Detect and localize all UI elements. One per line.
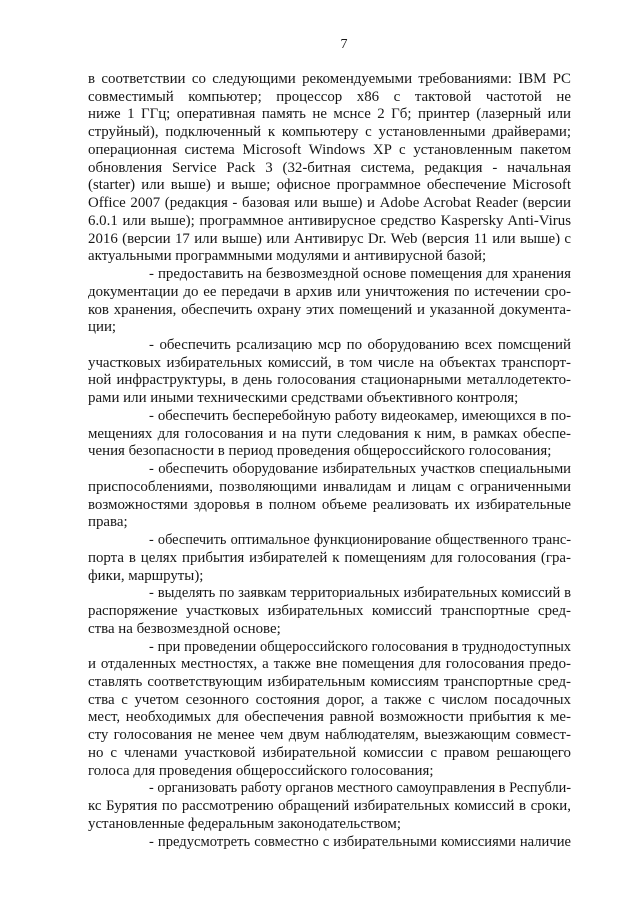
text-line: 6.0.1 или выше); программное антивирусное средство Kaspersky Anti-Virus — [88, 212, 571, 229]
paragraph — [88, 266, 571, 337]
paragraph — [88, 71, 571, 266]
paragraph — [88, 532, 571, 585]
text-line: ции; — [88, 319, 117, 336]
paragraph — [88, 834, 571, 852]
text-line: 2016 (версии 17 или выше) или Антивирус Dr. Web (версия 11 или выше) с — [88, 230, 571, 247]
paragraph — [88, 461, 571, 532]
text-line: ной инфраструктуры, в день голосования стационарными металлодетекто- — [88, 372, 571, 389]
text-line: ков хранения, обеспечить охрану этих помещений и указанной документа- — [88, 301, 571, 318]
text-line: в соответствии со следующими рекомендуемыми требованиями: IBM PC — [88, 71, 571, 87]
text-line: (starter) или выше) и выше; офисное программное обеспечение Microsoft — [88, 177, 571, 194]
text-line: Office 2007 (редакция - базовая или выше) и Adobe Acrobat Reader (версии — [88, 195, 571, 212]
text-line: порта в целях прибытия избирателей к помещениям для голосования (гра- — [88, 549, 571, 566]
paragraph — [88, 780, 571, 833]
paragraph — [88, 585, 571, 638]
text-line: - предусмотреть совместно с избирательными комиссиями наличие — [149, 833, 571, 850]
text-line: мещениях для голосования и на пути следования к ним, в рамках обеспе- — [88, 425, 571, 442]
text-line: - выделять по заявкам территориальных избирательных комиссий в — [149, 585, 571, 602]
text-line: и отдаленных местностях, а также вне помещения для голосования предо- — [88, 656, 571, 673]
paragraph — [88, 639, 571, 781]
text-line: - обеспечить рсализацию мср по оборудованию всех помсщений — [149, 337, 571, 354]
text-line: чения безопасности в период проведения общероссийского голосования; — [88, 443, 552, 460]
text-line: операционная система Microsoft Windows XP с установленным пакетом — [88, 141, 571, 158]
text-line: сту голосования не менее чем двум наблюдателям, выезжающим совмест- — [88, 727, 571, 744]
text-line: - обеспечить бесперебойную работу видеокамер, имеющихся в по- — [149, 407, 571, 424]
text-line: - организовать работу органов местного самоуправления в Республи- — [149, 780, 571, 797]
text-line: распоряжение участковых избирательных комиссий транспортные сред- — [88, 603, 571, 620]
text-line: струйный), подключенный к компьютеру с установленными драйверами; — [88, 124, 571, 141]
text-line: участковых избирательных комиссий, в том числе на объектах транспорт- — [88, 354, 571, 371]
text-line: рами или иными техническими средствами объективного контроля; — [88, 390, 519, 407]
text-line: приспособлениями, позволяющими инвалидам и лицам с ограниченными — [88, 478, 571, 495]
text-line: документации до ее передачи в архив или уничтожения по истечении сро- — [88, 283, 571, 300]
text-line: установленные федеральным законодательством; — [88, 815, 401, 832]
text-line: ставлять соответствующим избирательным комиссиям транспортные сред- — [88, 673, 571, 690]
paragraph — [88, 408, 571, 461]
text-line: - обеспечить оборудование избирательных участков специальными — [149, 461, 571, 478]
text-line: возможностями здоровья в полном объеме реализовать их избирательные — [88, 496, 571, 513]
paragraph — [88, 337, 571, 408]
page-number: 7 — [340, 37, 348, 52]
text-line: ства с учетом сезонного состояния дорог, а также с числом посадочных — [88, 691, 571, 708]
text-line: совместимый компьютер; процессор x86 с тактовой частотой не — [88, 88, 571, 105]
text-line: - предоставить на безвозмездной основе помещения для хранения — [149, 266, 571, 283]
text-line: ства на безвозмездной основе; — [88, 620, 281, 637]
text-line: фики, маршруты); — [88, 567, 204, 584]
text-line: права; — [88, 514, 128, 531]
text-line: кс Бурятия по рассмотрению обращений избирательных комиссий в сроки, — [88, 798, 571, 815]
text-line: обновления Service Pack 3 (32-битная система, редакция - начальная — [88, 159, 571, 176]
text-line: но с членами участковой избирательной комиссии с правом решающего — [88, 744, 571, 761]
text-line: голоса для проведения общероссийского голосования; — [88, 762, 434, 779]
text-line: - обеспечить оптимальное функционирование общественного транс- — [149, 532, 571, 549]
document-body — [88, 71, 571, 851]
text-line: - при проведении общероссийского голосования в труднодоступных — [149, 638, 571, 655]
text-line: ниже 1 ГГц; оперативная память не мснсе 2 Гб; принтер (лазерный или — [88, 106, 571, 123]
text-line: актуальными программными модулями и антивирусной базой; — [88, 248, 487, 265]
text-line: мест, необходимых для обеспечения равной возможности прибытия к ме- — [88, 709, 571, 726]
